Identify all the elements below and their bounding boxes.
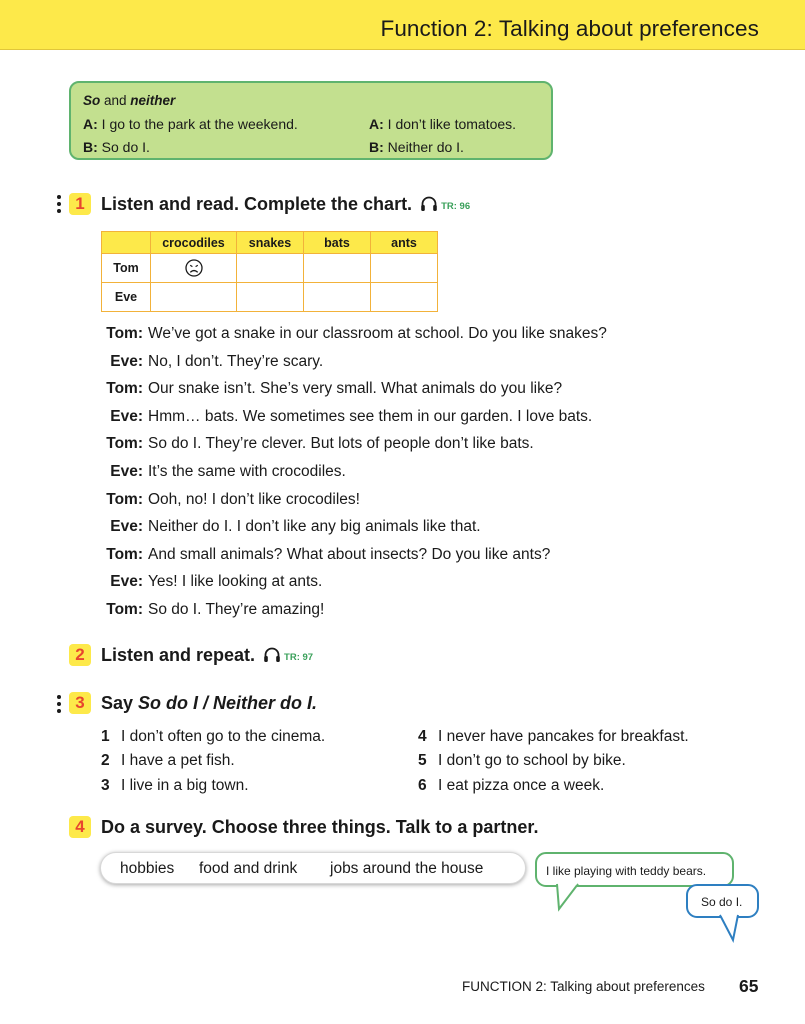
pair-work-icon bbox=[57, 695, 61, 716]
chart-column-header: snakes bbox=[237, 232, 304, 254]
topic-jobs-around-the-house: jobs around the house bbox=[330, 860, 484, 877]
dialogue-line bbox=[100, 325, 700, 353]
activity-1-heading bbox=[69, 193, 470, 215]
chart-cell[interactable] bbox=[304, 254, 371, 283]
chart-row-tom bbox=[102, 254, 438, 283]
speaker: Eve: bbox=[110, 352, 143, 370]
activity-number: 1 bbox=[69, 193, 91, 215]
dialogue-line bbox=[100, 491, 700, 519]
dialogue-line bbox=[100, 408, 700, 436]
line-text: It’s the same with crocodiles. bbox=[148, 462, 346, 480]
speech-bubble-text: So do I. bbox=[701, 895, 743, 909]
speaker: Tom: bbox=[106, 435, 143, 453]
chart-cell[interactable] bbox=[304, 283, 371, 312]
activity-instruction: Listen and repeat. bbox=[101, 644, 256, 665]
grammar-title-neither: neither bbox=[130, 93, 176, 108]
sentence-item: 3 I live in a big town. bbox=[101, 777, 249, 794]
activity-3-heading bbox=[69, 692, 317, 714]
topic-food-and-drink: food and drink bbox=[199, 860, 298, 877]
activity-instruction: Listen and read. Complete the chart. bbox=[101, 193, 413, 214]
grammar-box-title bbox=[83, 93, 175, 108]
speaker: Tom: bbox=[106, 325, 143, 342]
preference-chart bbox=[101, 231, 438, 312]
sentence-item: 1 I don’t often go to the cinema. bbox=[101, 728, 326, 745]
chart-cell[interactable] bbox=[151, 254, 237, 283]
topic-hobbies: hobbies bbox=[120, 860, 175, 877]
speaker: Eve: bbox=[110, 518, 143, 536]
chart-row-header: Eve bbox=[102, 283, 151, 312]
dialogue-line bbox=[100, 463, 700, 491]
pair-work-icon bbox=[57, 195, 61, 216]
chart-cell[interactable] bbox=[237, 254, 304, 283]
chart-row-eve bbox=[102, 283, 438, 312]
line-text: Hmm… bats. We sometimes see them in our garden. I love bats. bbox=[148, 407, 593, 425]
grammar-example-b-left: B: So do I. bbox=[83, 139, 150, 155]
line-text: And small animals? What about insects? Do you like ants? bbox=[148, 545, 551, 563]
speaker: Tom: bbox=[106, 490, 143, 508]
survey-topics bbox=[100, 852, 526, 884]
dialogue-line bbox=[100, 518, 700, 546]
chart-cell[interactable] bbox=[371, 283, 438, 312]
sentence-item: 5 I don’t go to school by bike. bbox=[418, 752, 626, 769]
sentence-item: 6 I eat pizza once a week. bbox=[418, 777, 605, 794]
dialogue bbox=[100, 325, 700, 629]
line-text: So do I. They’re amazing! bbox=[148, 600, 325, 618]
track-number: TR: 96 bbox=[441, 200, 471, 212]
headphones-icon bbox=[263, 646, 281, 664]
chart-column-header: bats bbox=[304, 232, 371, 254]
speech-bubble-text: I like playing with teddy bears. bbox=[546, 864, 707, 878]
activity-4-heading bbox=[69, 816, 538, 838]
headphones-icon bbox=[420, 195, 438, 213]
speech-bubble-tail bbox=[556, 884, 582, 912]
track-number: TR: 97 bbox=[284, 651, 314, 663]
audio-track[interactable] bbox=[420, 195, 470, 213]
chart-cell[interactable] bbox=[151, 283, 237, 312]
speaker: Eve: bbox=[110, 573, 143, 591]
activity-number: 3 bbox=[69, 692, 91, 714]
chart-row-header: Tom bbox=[102, 254, 151, 283]
activity-instruction: Say So do I / Neither do I. bbox=[101, 692, 318, 713]
sentence-item: 4 I never have pancakes for breakfast. bbox=[418, 728, 689, 745]
dialogue-line bbox=[100, 573, 700, 601]
dialogue-line bbox=[100, 601, 700, 629]
page-number: 65 bbox=[739, 976, 759, 996]
grammar-example-b-right: B: Neither do I. bbox=[369, 139, 464, 155]
speaker: Tom: bbox=[106, 600, 143, 618]
line-text: Our snake isn’t. She’s very small. What animals do you like? bbox=[148, 380, 563, 398]
sentence-item: 2 I have a pet fish. bbox=[101, 752, 235, 769]
grammar-title-so: So bbox=[83, 93, 101, 108]
grammar-example-a-left: A: I go to the park at the weekend. bbox=[83, 116, 298, 132]
audio-track[interactable] bbox=[263, 646, 313, 664]
activity-number: 4 bbox=[69, 816, 91, 838]
line-text: So do I. They’re clever. But lots of people don’t like bats. bbox=[148, 435, 534, 453]
activity-2-heading bbox=[69, 644, 313, 666]
dialogue-line bbox=[100, 353, 700, 381]
chart-column-header: ants bbox=[371, 232, 438, 254]
chart-cell[interactable] bbox=[237, 283, 304, 312]
chart-column-header: crocodiles bbox=[151, 232, 237, 254]
page-title: Function 2: Talking about preferences bbox=[380, 16, 759, 41]
speaker: Eve: bbox=[110, 462, 143, 480]
dialogue-line bbox=[100, 435, 700, 463]
activity-number: 2 bbox=[69, 644, 91, 666]
grammar-title-and: and bbox=[100, 93, 131, 108]
chart-cell[interactable] bbox=[371, 254, 438, 283]
speaker: Tom: bbox=[106, 545, 143, 563]
line-text: Yes! I like looking at ants. bbox=[148, 573, 323, 591]
grammar-example-a-right: A: I don’t like tomatoes. bbox=[369, 116, 517, 132]
activity-instruction: Do a survey. Choose three things. Talk to a partner. bbox=[101, 816, 539, 837]
footer-title: FUNCTION 2: Talking about preferences bbox=[462, 979, 705, 994]
header-divider bbox=[0, 49, 805, 50]
line-text: We’ve got a snake in our classroom at school. Do you like snakes? bbox=[148, 325, 607, 342]
speech-bubble-tail bbox=[718, 915, 742, 943]
grammar-box bbox=[69, 81, 553, 160]
sad-face-icon bbox=[184, 258, 204, 278]
speaker: Eve: bbox=[110, 407, 143, 425]
dialogue-line bbox=[100, 546, 700, 574]
speaker: Tom: bbox=[106, 380, 143, 398]
line-text: Ooh, no! I don’t like crocodiles! bbox=[148, 490, 360, 508]
line-text: Neither do I. I don’t like any big animals like that. bbox=[148, 518, 481, 536]
line-text: No, I don’t. They’re scary. bbox=[148, 352, 324, 370]
page-header bbox=[0, 0, 805, 49]
dialogue-line bbox=[100, 380, 700, 408]
chart-corner-cell bbox=[102, 232, 151, 254]
